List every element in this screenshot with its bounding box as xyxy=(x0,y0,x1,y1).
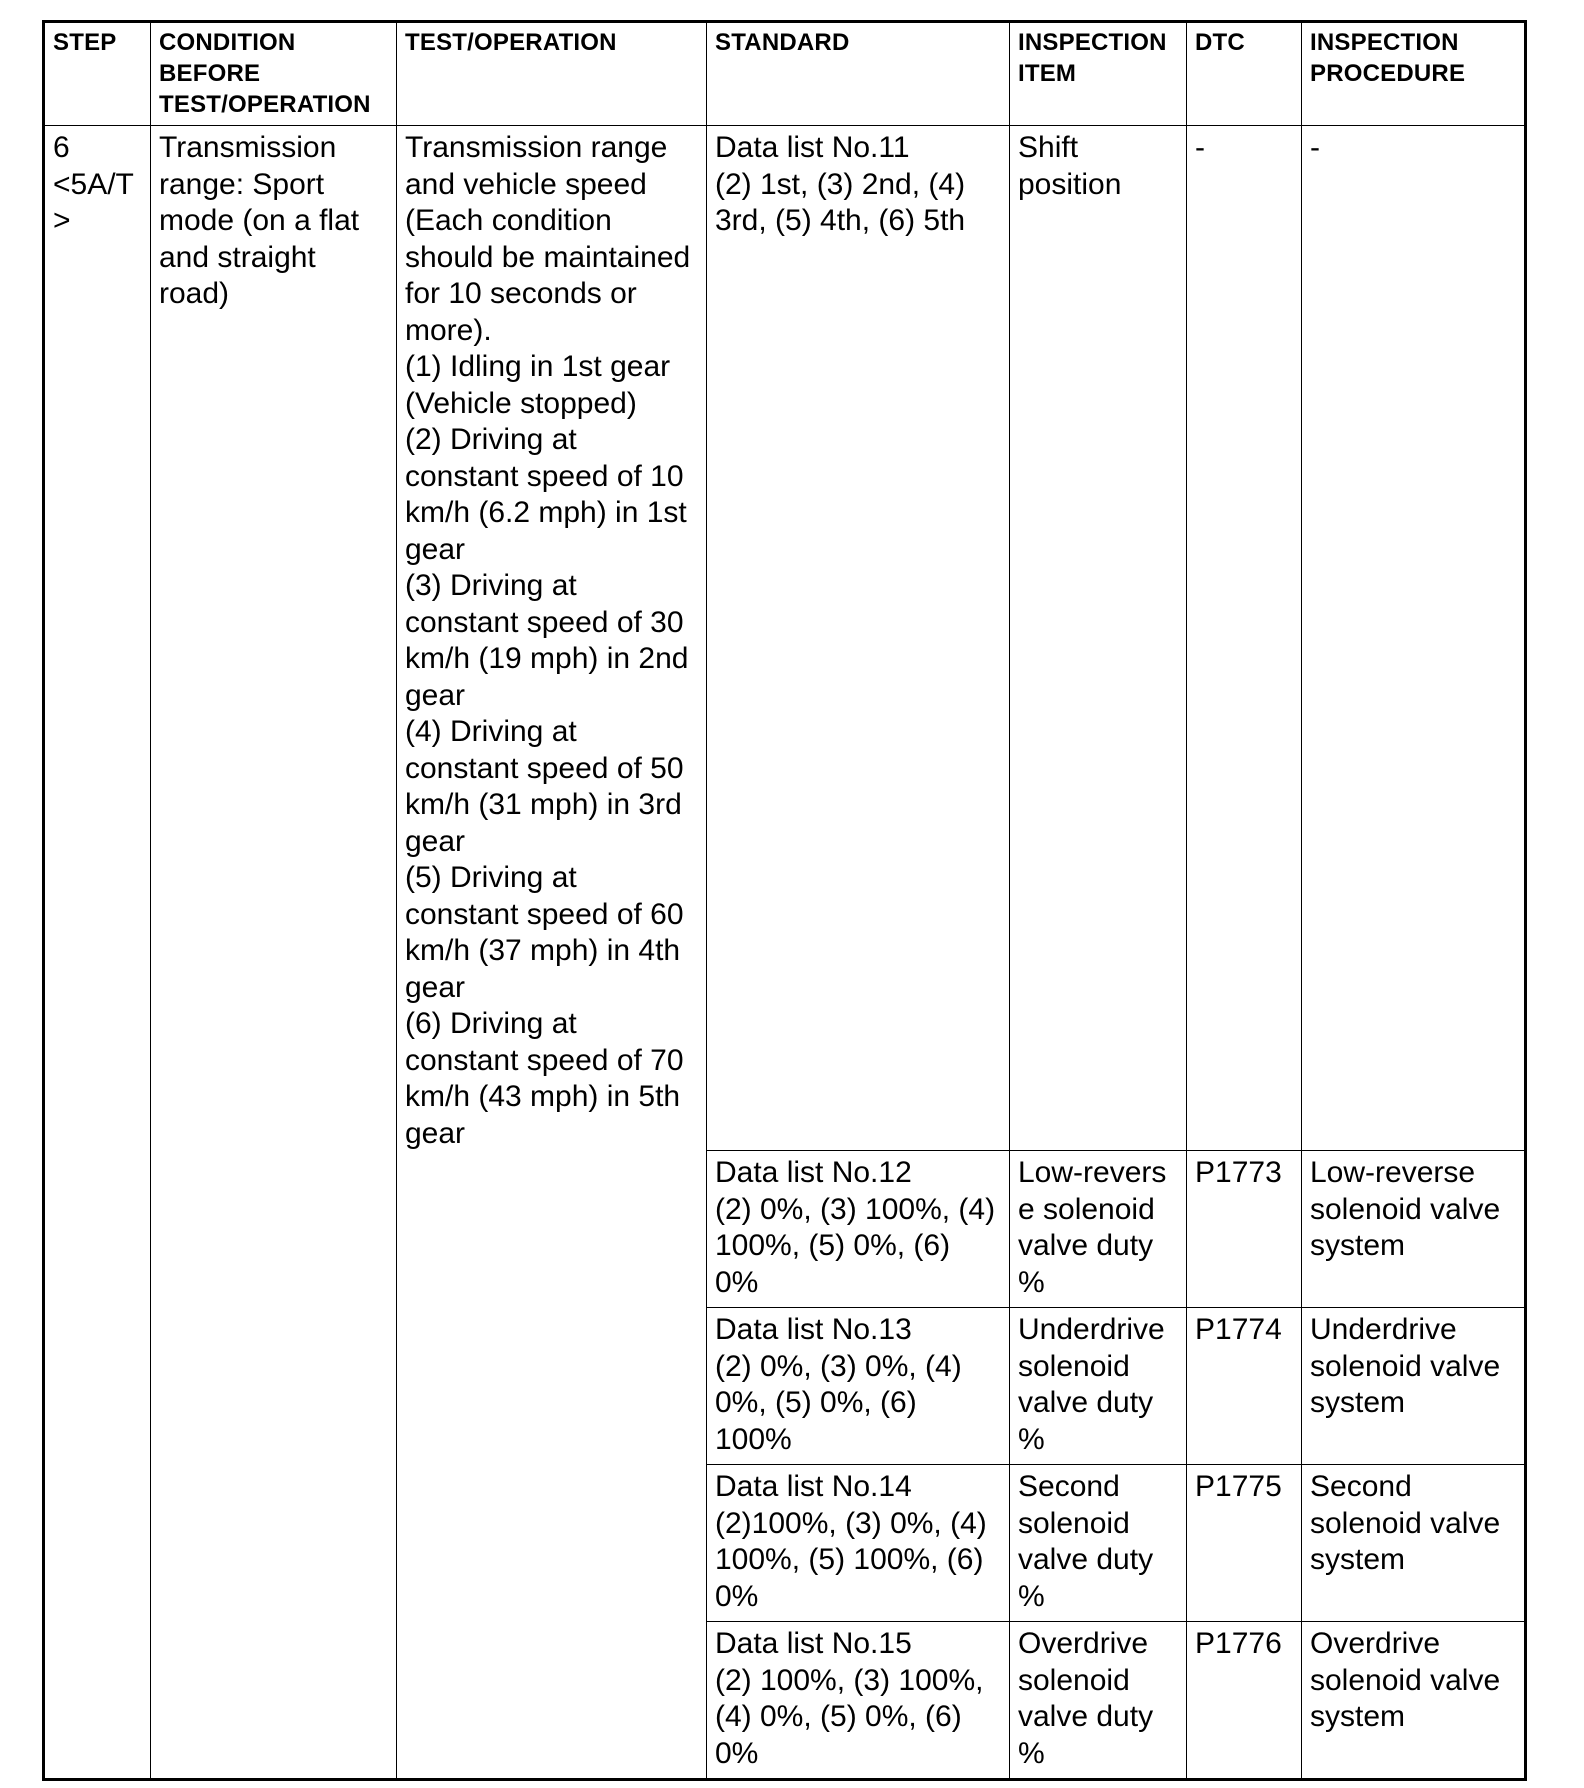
procedure-cell: Overdrive solenoid valve system xyxy=(1302,1622,1526,1780)
inspection-item-cell: Low-revers e solenoid valve duty % xyxy=(1010,1151,1187,1308)
header-standard: STANDARD xyxy=(707,22,1010,126)
inspection-item-cell: Second solenoid valve duty % xyxy=(1010,1465,1187,1622)
procedure-cell: - xyxy=(1302,126,1526,1151)
dtc-cell: P1776 xyxy=(1187,1622,1302,1780)
standard-cell: Data list No.11 (2) 1st, (3) 2nd, (4) 3rd, (5) 4th, (6) 5th xyxy=(707,126,1010,1151)
test-operation-cell: Transmission range and vehicle speed (Each condition should be maintained for 10 seconds or more). (1) Idling in 1st gear (Vehicle stopped) (2) Driving at constant speed of 10 km/h (6.2 mph) in 1st gear (3) Driving at constant speed of 30 km/h (19 mph) in 2nd gear (4) Driving at constant speed of 50 km/h (31 mph) in 3rd gear (5) Driving at constant speed of 60 km/h (37 mph) in 4th gear (6) Driving at constant speed of 70 km/h (43 mph) in 5th gear xyxy=(397,126,707,1780)
header-step: STEP xyxy=(44,22,151,126)
procedure-cell: Low-reverse solenoid valve system xyxy=(1302,1151,1526,1308)
standard-cell: Data list No.14 (2)100%, (3) 0%, (4) 100%, (5) 100%, (6) 0% xyxy=(707,1465,1010,1622)
dtc-cell: P1774 xyxy=(1187,1308,1302,1465)
inspection-table xyxy=(42,20,1527,1781)
inspection-item-cell: Overdrive solenoid valve duty % xyxy=(1010,1622,1187,1780)
procedure-cell: Underdrive solenoid valve system xyxy=(1302,1308,1526,1465)
inspection-item-cell: Shift position xyxy=(1010,126,1187,1151)
dtc-cell: P1775 xyxy=(1187,1465,1302,1622)
header-row xyxy=(44,22,1526,126)
standard-cell: Data list No.13 (2) 0%, (3) 0%, (4) 0%, (5) 0%, (6) 100% xyxy=(707,1308,1010,1465)
step-cell: 6 <5A/T > xyxy=(44,126,151,1780)
header-test-operation: TEST/OPERATION xyxy=(397,22,707,126)
dtc-cell: P1773 xyxy=(1187,1151,1302,1308)
table-row xyxy=(44,126,1526,1151)
header-inspection-item: INSPECTION ITEM xyxy=(1010,22,1187,126)
header-inspection-procedure: INSPECTION PROCEDURE xyxy=(1302,22,1526,126)
procedure-cell: Second solenoid valve system xyxy=(1302,1465,1526,1622)
header-condition: CONDITION BEFORE TEST/OPERATION xyxy=(151,22,397,126)
header-dtc: DTC xyxy=(1187,22,1302,126)
dtc-cell: - xyxy=(1187,126,1302,1151)
inspection-item-cell: Underdrive solenoid valve duty % xyxy=(1010,1308,1187,1465)
standard-cell: Data list No.15 (2) 100%, (3) 100%, (4) 0%, (5) 0%, (6) 0% xyxy=(707,1622,1010,1780)
standard-cell: Data list No.12 (2) 0%, (3) 100%, (4) 100%, (5) 0%, (6) 0% xyxy=(707,1151,1010,1308)
condition-cell: Transmission range: Sport mode (on a flat and straight road) xyxy=(151,126,397,1780)
